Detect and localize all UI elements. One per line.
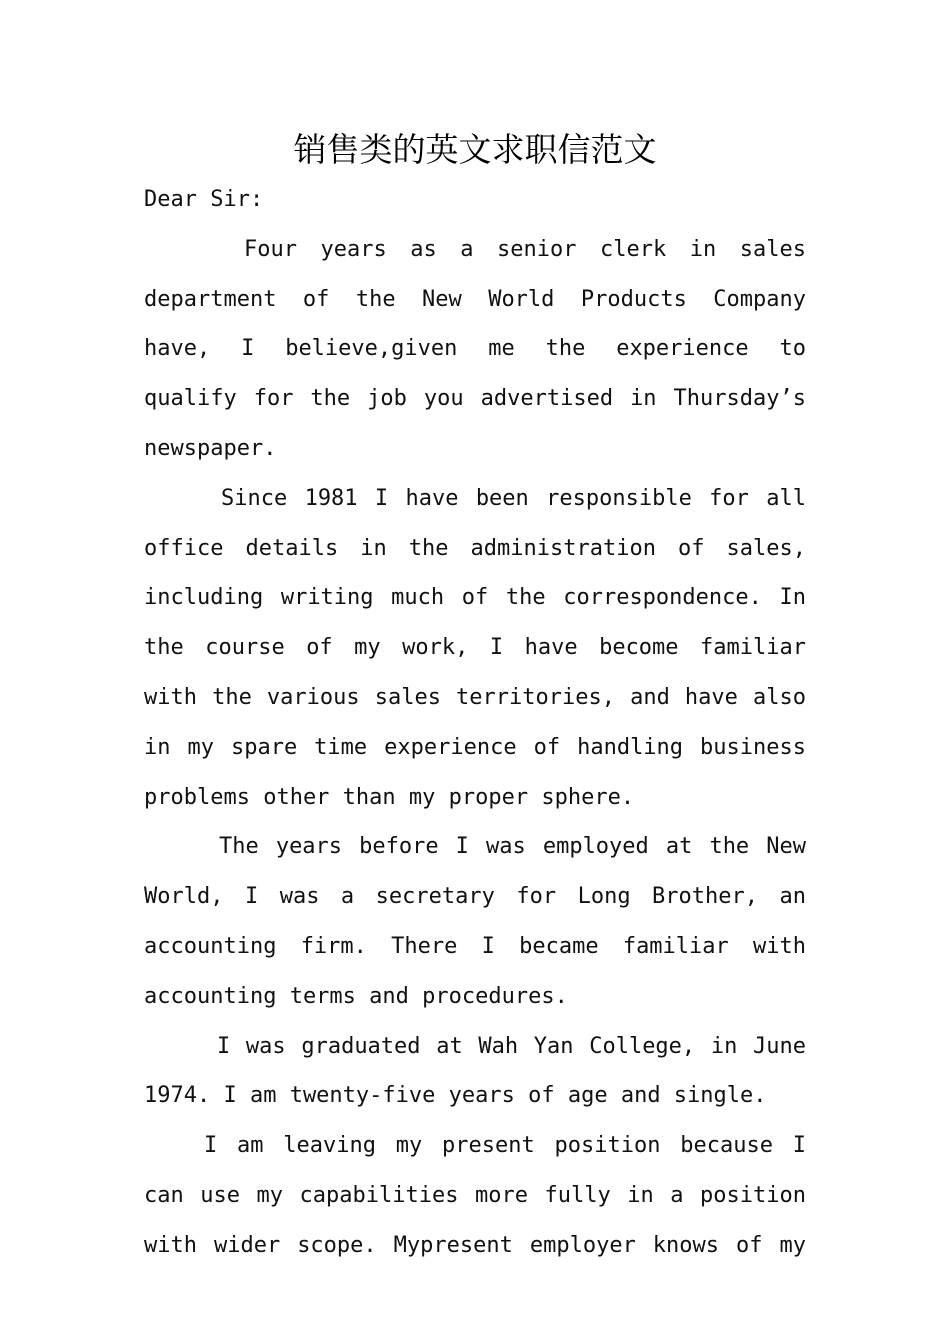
letter-body [144, 175, 806, 1271]
paragraph-reason-for-leaving: I am leaving my present position because I can use my capabilities more fully in a position with wider scope. Mypresent employer knows of my [144, 1133, 806, 1258]
paragraph-experience: Four years as a senior clerk in sales department of the New World Products Company have, I believe,given me the experience to qualify for the job you advertised in Thursday’s newspaper. [144, 236, 806, 461]
paragraph-education: I was graduated at Wah Yan College, in June 1974. I am twenty-five years of age and single. [144, 1033, 806, 1109]
paragraph-previous-employment: The years before I was employed at the New World, I was a secretary for Long Brother, an accounting firm. There I became familiar with accounting terms and procedures. [144, 834, 806, 1009]
salutation: Dear Sir: [144, 187, 264, 212]
paragraph-responsibilities: Since 1981 I have been responsible for all office details in the administration of sales, including writing much of the correspondence. In the course of my work, I have become familiar with the various sales territories, and have also in my spare time experience of handling business problems other than my proper sphere. [144, 485, 806, 810]
page-title: 销售类的英文求职信范文 [293, 130, 657, 169]
